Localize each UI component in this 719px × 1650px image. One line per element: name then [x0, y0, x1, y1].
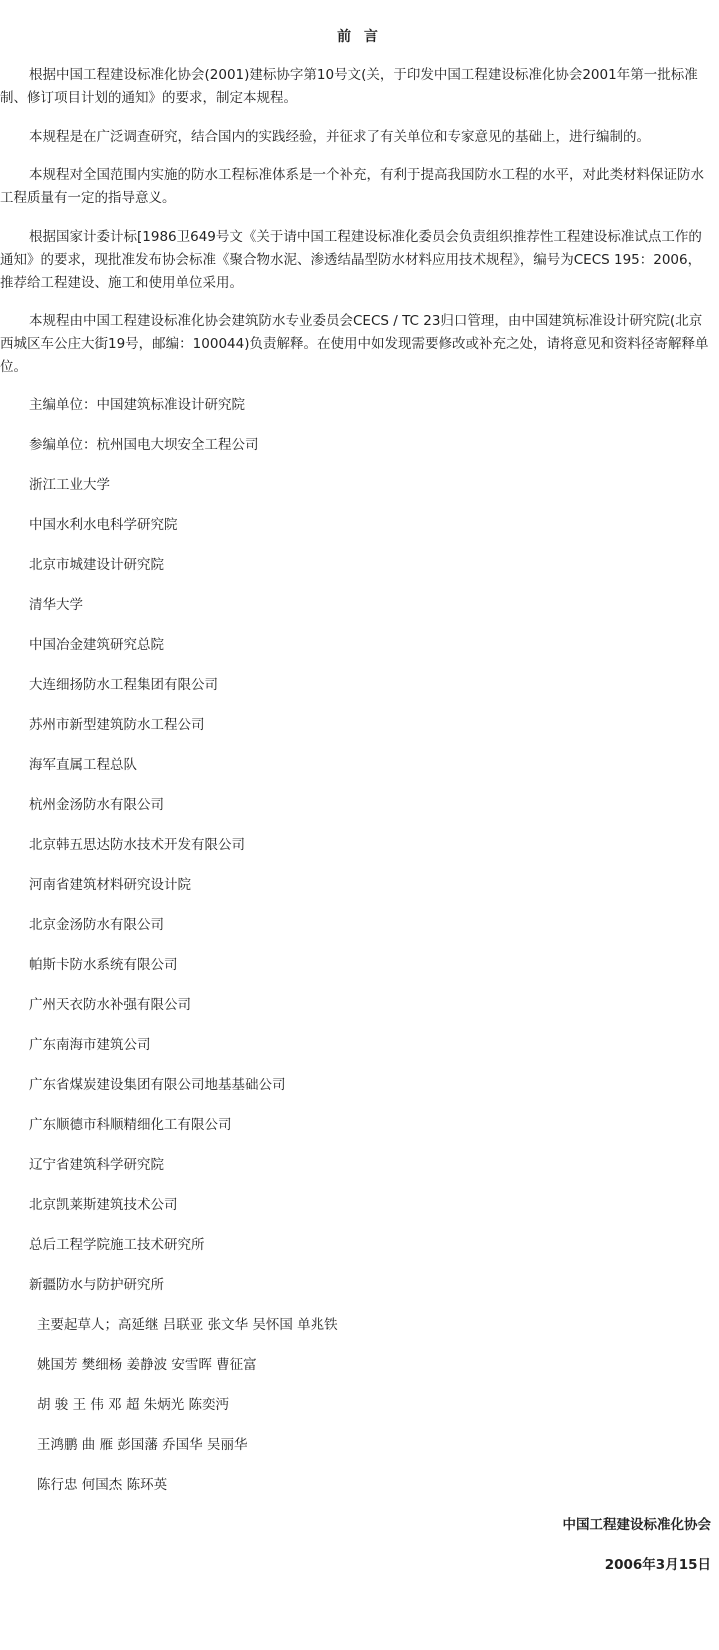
participating-unit: 广东省煤炭建设集团有限公司地基基础公司	[29, 1077, 286, 1093]
preface-title: 前 言	[337, 29, 382, 45]
chief-editor-unit: 主编单位：中国建筑标准设计研究院	[29, 397, 245, 413]
participating-unit: 北京凯莱斯建筑技术公司	[29, 1197, 178, 1213]
issue-date: 2006年3月15日	[604, 1557, 711, 1573]
participating-unit: 帕斯卡防水系统有限公司	[29, 957, 178, 973]
drafters-line: 胡 骏 王 伟 邓 超 朱炳光 陈奕沔	[37, 1397, 230, 1413]
participating-unit: 海军直属工程总队	[29, 757, 137, 773]
participating-unit: 河南省建筑材料研究设计院	[29, 877, 191, 893]
participating-unit: 浙江工业大学	[29, 477, 110, 493]
participating-unit: 广东南海市建筑公司	[29, 1037, 151, 1053]
issuing-organization: 中国工程建设标准化协会	[562, 1517, 711, 1533]
drafters-line: 王鸿鹏 曲 雁 彭国藩 乔国华 吴丽华	[37, 1437, 248, 1453]
main-drafters-line: 主要起草人；高延继 吕联亚 张文华 吴怀国 单兆铁	[37, 1317, 338, 1333]
participating-unit: 大连细扬防水工程集团有限公司	[29, 677, 218, 693]
participating-unit: 中国水利水电科学研究院	[29, 517, 178, 533]
paragraph-method: 本规程是在广泛调查研究，结合国内的实践经验，并征求了有关单位和专家意见的基础上，进行编制的。	[29, 129, 650, 145]
participating-unit: 广州天衣防水补强有限公司	[29, 997, 191, 1013]
participating-unit: 北京市城建设计研究院	[29, 557, 164, 573]
participating-unit: 广东顺德市科顺精细化工有限公司	[29, 1117, 232, 1133]
participating-unit: 苏州市新型建筑防水工程公司	[29, 717, 205, 733]
participating-unit: 参编单位：杭州国电大坝安全工程公司	[29, 437, 259, 453]
participating-unit: 新疆防水与防护研究所	[29, 1277, 164, 1293]
participating-unit: 北京金汤防水有限公司	[29, 917, 164, 933]
participating-unit: 辽宁省建筑科学研究院	[29, 1157, 164, 1173]
participating-unit: 总后工程学院施工技术研究所	[29, 1237, 205, 1253]
participating-unit: 杭州金汤防水有限公司	[29, 797, 164, 813]
paragraph-approval: 根据国家计委计标[1986卫649号文《关于请中国工程建设标准化委员会负责组织推荐性工程建设标准试点工作的通知》的要求，现批准发布协会标准《聚合物水泥、渗透结晶型防水材料应用技术规程》，编号为CECS 195：2006，推荐给工程建设、施工和使用单位采用。	[0, 229, 702, 291]
drafters-line: 姚国芳 樊细杨 姜静波 安雪晖 曹征富	[37, 1357, 257, 1373]
drafters-line: 陈行忠 何国杰 陈环英	[37, 1477, 168, 1493]
paragraph-significance: 本规程对全国范围内实施的防水工程标准体系是一个补充，有利于提高我国防水工程的水平，对此类材料保证防水工程质量有一定的指导意义。	[0, 167, 704, 206]
participating-unit: 清华大学	[29, 597, 83, 613]
paragraph-management: 本规程由中国工程建设标准化协会建筑防水专业委员会CECS / TC 23归口管理，由中国建筑标准设计研究院(北京西城区车公庄大街19号，邮编：100044)负责解释。在使用中如发现需要修改或补充之处，请将意见和资料径寄解释单位。	[0, 313, 709, 375]
paragraph-basis: 根据中国工程建设标准化协会(2001)建标协字第10号文(关，于印发中国工程建设标准化协会2001年第一批标准制、修订项目计划的通知》的要求，制定本规程。	[0, 67, 698, 106]
participating-unit: 北京韩五思达防水技术开发有限公司	[29, 837, 245, 853]
participating-unit: 中国冶金建筑研究总院	[29, 637, 164, 653]
